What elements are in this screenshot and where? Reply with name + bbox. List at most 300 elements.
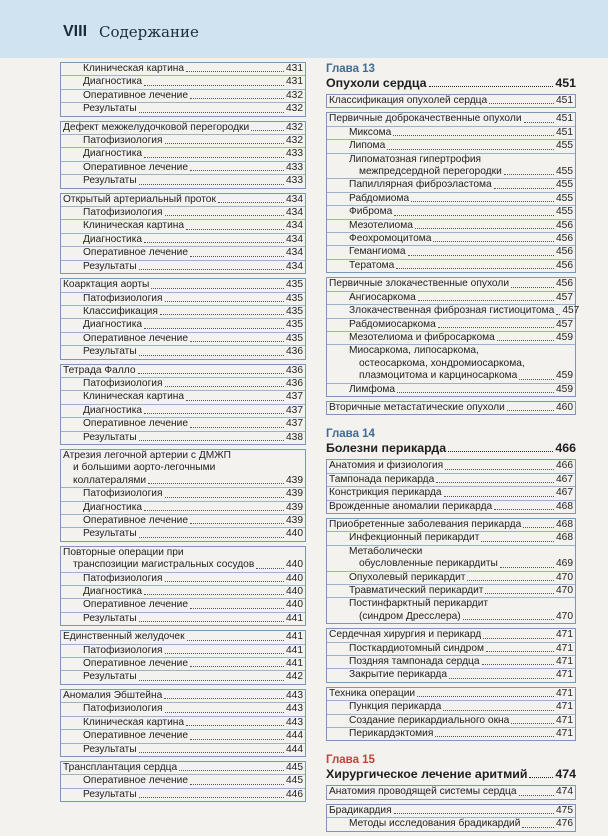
toc-entry-text: Результаты [83, 346, 137, 358]
toc-entry[interactable] [327, 384, 575, 396]
toc-entry-text: Результаты [83, 103, 137, 115]
toc-entry-row [337, 193, 575, 205]
toc-entry-text: Патофизиология [83, 135, 163, 147]
page-number: 440 [286, 586, 303, 598]
toc-group [326, 277, 580, 397]
page-number: 444 [286, 730, 303, 742]
toc-entry-row [71, 488, 305, 500]
toc-entry[interactable] [327, 598, 575, 623]
page-number: 433 [286, 161, 303, 173]
toc-entry[interactable] [327, 818, 575, 830]
page-number: 443 [286, 689, 303, 701]
toc-entry-text: Техника операции [329, 687, 416, 699]
toc-entry[interactable] [61, 744, 305, 756]
toc-entry[interactable] [327, 546, 575, 572]
toc-entry-text: Открытый артериальный проток [63, 193, 216, 205]
dot-leader [486, 651, 554, 652]
toc-entry[interactable] [61, 76, 305, 89]
toc-entry-text: Папиллярная фиброэластома [349, 179, 492, 191]
toc-entry[interactable] [61, 488, 305, 501]
toc-entry[interactable] [61, 194, 305, 207]
toc-entry-row [337, 140, 575, 152]
dot-leader [138, 373, 285, 374]
toc-entry[interactable] [327, 319, 575, 332]
dot-leader [504, 174, 554, 175]
page-number: 436 [286, 346, 303, 358]
toc-entry-row [327, 519, 575, 531]
toc-entry[interactable] [61, 775, 305, 788]
page-number: 470 [556, 571, 573, 583]
toc-entry-text: Анатомия и физиология [329, 460, 444, 472]
toc-entry-row [71, 293, 305, 305]
page-number: 471 [556, 656, 573, 668]
toc-entry[interactable] [61, 432, 305, 444]
page-number: 432 [286, 121, 303, 133]
toc-entry-text: Клиническая картина [83, 220, 185, 232]
toc-entry[interactable] [61, 207, 305, 220]
toc-entry-row [71, 148, 305, 160]
toc-entry[interactable] [61, 599, 305, 612]
toc-entry-row [71, 247, 305, 259]
toc-entry-multiline [337, 546, 575, 571]
toc-entry-text: Результаты [83, 528, 137, 540]
toc-group [60, 121, 306, 189]
dot-leader [144, 328, 284, 329]
toc-entry[interactable] [61, 279, 305, 292]
toc-entry[interactable] [327, 278, 575, 291]
page-number: 445 [286, 775, 303, 787]
page-number: 470 [556, 585, 573, 596]
toc-group [326, 401, 576, 415]
page-number: 474 [556, 786, 573, 798]
toc-entry-line [349, 166, 573, 178]
dot-leader [190, 608, 284, 609]
toc-entry[interactable] [327, 585, 575, 598]
toc-entry[interactable] [327, 532, 575, 545]
toc-entry-row [71, 703, 305, 715]
toc-entry[interactable] [61, 730, 305, 743]
page-number: 471 [556, 714, 573, 726]
chapter-page-number: 474 [555, 767, 576, 782]
toc-entry-row [61, 690, 305, 702]
toc-entry-row [71, 717, 305, 729]
toc-entry-row [71, 418, 305, 430]
toc-entry[interactable] [61, 515, 305, 528]
page-number: 442 [286, 671, 303, 683]
page-number: 441 [286, 612, 303, 624]
chapter-title[interactable] [326, 767, 576, 782]
chapter-title[interactable] [326, 76, 576, 91]
toc-entry-row [71, 502, 305, 514]
toc-entry[interactable] [327, 474, 575, 487]
toc-entry-row [71, 586, 305, 598]
toc-entry-text: Клиническая картина [83, 63, 185, 74]
toc-entry[interactable] [327, 786, 575, 798]
page-number: 445 [286, 761, 303, 773]
toc-entry[interactable] [61, 547, 305, 573]
dot-leader [139, 797, 284, 798]
toc-entry-row [337, 332, 575, 344]
toc-entry-text: Оперативное лечение [83, 247, 188, 259]
toc-entry[interactable] [61, 391, 305, 404]
toc-entry[interactable] [61, 247, 305, 260]
toc-entry[interactable] [61, 135, 305, 148]
page-number: 457 [556, 291, 573, 303]
toc-entry[interactable] [327, 179, 575, 192]
page-number: 456 [556, 219, 573, 231]
toc-entry-row [327, 688, 575, 700]
page-number: 437 [286, 391, 303, 403]
dot-leader [500, 567, 554, 568]
toc-entry-text: межпредсердной перегородки [359, 166, 502, 178]
toc-entry[interactable] [61, 103, 305, 115]
toc-entry[interactable] [61, 502, 305, 515]
page-header [0, 0, 608, 58]
toc-entry-text: обусловленные перикардиты [359, 558, 498, 570]
toc-entry[interactable] [327, 233, 575, 246]
toc-entry-text: коллатералями [73, 474, 147, 486]
toc-entry-multiline [61, 450, 305, 487]
page-number: 440 [286, 572, 303, 584]
toc-entry-row [71, 658, 305, 670]
toc-entry[interactable] [61, 378, 305, 391]
toc-entry-row [71, 775, 305, 787]
toc-entry[interactable] [61, 365, 305, 378]
toc-entry[interactable] [327, 669, 575, 681]
toc-entry[interactable] [61, 586, 305, 599]
dot-leader [190, 256, 284, 257]
dot-leader [139, 269, 284, 270]
toc-entry-text: Перикардэктомия [349, 728, 434, 740]
chapter-heading [326, 62, 576, 91]
toc-entry-text: Патофизиология [83, 377, 163, 389]
toc-entry[interactable] [327, 460, 575, 473]
dot-leader [144, 157, 284, 158]
dot-leader [190, 666, 284, 667]
toc-entry-row [71, 391, 305, 403]
dot-leader [190, 98, 284, 99]
page-number: 456 [556, 259, 573, 271]
dot-leader [444, 496, 554, 497]
page-number: 469 [556, 558, 573, 570]
page-number: 459 [556, 383, 573, 395]
dot-leader [449, 678, 554, 679]
page-number: 431 [286, 63, 303, 74]
toc-entry[interactable] [327, 246, 575, 259]
toc-entry-text: Рабдомиома [349, 192, 410, 204]
page-number: 438 [286, 431, 303, 443]
toc-entry-row [71, 333, 305, 345]
toc-entry-row [327, 487, 575, 499]
toc-entry-text: Брадикардия [329, 804, 392, 816]
dot-leader [511, 723, 554, 724]
toc-entry[interactable] [61, 148, 305, 161]
toc-entry[interactable] [327, 519, 575, 532]
dot-leader [190, 523, 284, 524]
page-number: 471 [556, 728, 573, 740]
dot-leader [144, 594, 284, 595]
toc-entry[interactable] [327, 629, 575, 642]
page-number: 437 [286, 404, 303, 416]
toc-entry[interactable] [61, 90, 305, 103]
toc-entry-text: Сердечная хирургия и перикард [329, 629, 482, 641]
toc-entry-row [337, 585, 575, 597]
toc-entry-text: Результаты [83, 260, 137, 272]
toc-entry[interactable] [61, 631, 305, 644]
toc-group [326, 112, 576, 273]
dot-leader [507, 410, 554, 411]
toc-entry-text: Диагностика [83, 319, 143, 331]
toc-entry-row [327, 629, 575, 641]
toc-entry-row [327, 278, 575, 290]
toc-entry[interactable] [61, 645, 305, 658]
dot-leader [165, 301, 284, 302]
toc-entry-text: Приобретенные заболевания перикарда [329, 518, 522, 530]
page-number-roman: VIII [63, 23, 88, 40]
chapter-spacer [326, 419, 576, 427]
toc-entry-row [71, 207, 305, 219]
toc-entry-text: Ангиосаркома [349, 291, 416, 303]
page-number: 456 [556, 278, 573, 290]
toc-entry-text: Диагностика [83, 404, 143, 416]
toc-entry-text: Диагностика [83, 76, 143, 88]
toc-entry[interactable] [61, 418, 305, 431]
chapter-title[interactable] [326, 441, 576, 456]
page-number: 455 [556, 140, 573, 152]
dot-leader [511, 287, 554, 288]
toc-entry-text: Мезотелиома и фибросаркома [349, 331, 495, 343]
toc-group [326, 687, 576, 742]
page-number: 435 [286, 332, 303, 344]
toc-entry[interactable] [61, 613, 305, 625]
toc-entry-row [337, 701, 575, 713]
dot-leader [394, 215, 554, 216]
dot-leader [397, 392, 554, 393]
toc-entry-row [61, 122, 305, 134]
toc-group [60, 278, 306, 359]
page-number: 436 [286, 364, 303, 376]
page-number: 475 [556, 804, 573, 816]
toc-entry[interactable] [327, 805, 575, 818]
toc-entry-text: Тетрада Фалло [63, 364, 136, 376]
toc-entry-row [71, 432, 305, 444]
toc-entry-line [63, 475, 303, 487]
toc-entry-text: Результаты [83, 743, 137, 755]
dot-leader [556, 314, 560, 315]
toc-entry-text: Диагностика [83, 233, 143, 245]
toc-entry-text: Гемангиома [349, 246, 406, 258]
dot-leader [190, 341, 284, 342]
page-number: 436 [286, 377, 303, 389]
toc-entry-row [71, 76, 305, 88]
toc-entry[interactable] [327, 715, 575, 728]
toc-entry-row [71, 90, 305, 102]
dot-leader [186, 229, 284, 230]
toc-entry[interactable] [327, 688, 575, 701]
toc-entry[interactable] [61, 333, 305, 346]
dot-leader [429, 86, 554, 87]
toc-entry[interactable] [61, 319, 305, 332]
dot-leader [494, 509, 554, 510]
toc-entry-row [61, 762, 305, 774]
toc-entry[interactable] [327, 140, 575, 153]
toc-entry[interactable] [327, 572, 575, 585]
toc-entry[interactable] [61, 690, 305, 703]
dot-leader [522, 827, 554, 828]
toc-entry-row [71, 319, 305, 331]
page-number: 455 [556, 206, 573, 218]
toc-group [326, 459, 576, 514]
toc-entry[interactable] [61, 671, 305, 683]
toc-entry-text: Липома [349, 140, 386, 152]
toc-entry[interactable] [327, 728, 575, 740]
toc-entry[interactable] [61, 346, 305, 358]
toc-entry-text: Посткардиотомный синдром [349, 642, 484, 654]
toc-entry[interactable] [61, 528, 305, 540]
dot-leader [165, 712, 284, 713]
toc-entry-text: Инфекционный перикардит [349, 532, 480, 544]
toc-entry-text: Тератома [349, 259, 395, 271]
toc-entry[interactable] [327, 332, 575, 345]
toc-entry-row [71, 261, 305, 273]
section-title: Содержание [99, 23, 199, 41]
toc-entry-text: Феохромоцитома [349, 233, 432, 245]
toc-entry[interactable] [327, 95, 575, 107]
toc-entry[interactable] [327, 154, 575, 180]
toc-entry[interactable] [61, 717, 305, 730]
dot-leader [251, 130, 284, 131]
dot-leader [411, 201, 554, 202]
toc-entry-line: и большими аорто-легочными [73, 462, 216, 474]
dot-leader [165, 581, 284, 582]
page-number: 467 [556, 487, 573, 499]
toc-entry[interactable] [61, 220, 305, 233]
page-number: 433 [286, 148, 303, 160]
toc-group [60, 62, 306, 117]
dot-leader [418, 300, 554, 301]
dot-leader [438, 327, 554, 328]
toc-entry[interactable] [327, 260, 575, 272]
toc-entry[interactable] [327, 220, 575, 233]
dot-leader [218, 202, 284, 203]
toc-entry-row [71, 306, 305, 318]
toc-entry-row [71, 175, 305, 187]
page-number: 467 [556, 473, 573, 485]
toc-entry-line: Метаболически [349, 545, 423, 557]
toc-entry[interactable] [327, 305, 580, 318]
toc-entry[interactable] [61, 261, 305, 273]
toc-entry[interactable] [61, 175, 305, 187]
toc-entry[interactable] [61, 789, 305, 801]
dot-leader [523, 527, 554, 528]
toc-entry-text: Констрикция перикарда [329, 487, 442, 499]
toc-entry-text: Результаты [83, 431, 137, 443]
toc-right-column [326, 62, 580, 836]
toc-entry[interactable] [61, 234, 305, 247]
toc-entry-row [71, 730, 305, 742]
dot-leader [443, 710, 554, 711]
page-number: 455 [556, 179, 573, 191]
toc-entry[interactable] [327, 113, 575, 126]
dot-leader [482, 664, 554, 665]
toc-entry-text: Первичные доброкачественные опухоли [329, 113, 522, 125]
page-number: 439 [286, 474, 303, 486]
toc-entry-text: Травматический перикардит [349, 585, 484, 596]
toc-entry-text: Диагностика [83, 501, 143, 513]
dot-leader [144, 413, 284, 414]
toc-group [326, 518, 576, 624]
toc-entry[interactable] [327, 193, 575, 206]
toc-entry-text: Оперативное лечение [83, 775, 188, 787]
toc-entry-text: Рабдомиосаркома [349, 318, 436, 330]
toc-entry[interactable] [327, 656, 575, 669]
toc-entry-row [71, 63, 305, 75]
toc-entry-text: Опухолевый перикардит [349, 571, 466, 583]
toc-entry-text: Поздняя тампонада сердца [349, 656, 480, 668]
chapter-spacer [326, 745, 576, 753]
toc-entry[interactable] [61, 762, 305, 775]
toc-entry[interactable] [327, 345, 575, 383]
dot-leader [494, 188, 554, 189]
dot-leader [139, 184, 284, 185]
toc-entry-row [327, 460, 575, 472]
toc-entry-text: Результаты [83, 788, 137, 800]
toc-entry[interactable] [61, 306, 305, 319]
page-number: 440 [286, 559, 303, 571]
toc-entry[interactable] [327, 292, 575, 305]
toc-entry-row [327, 474, 575, 486]
dot-leader [393, 135, 554, 136]
toc-entry[interactable] [327, 402, 575, 414]
toc-entry-text: Аномалия Эбштейна [63, 689, 163, 701]
toc-entry-text: транспозиции магистральных сосудов [73, 559, 255, 571]
toc-entry[interactable] [327, 643, 575, 656]
toc-entry-row [71, 103, 305, 115]
page-number: 435 [286, 279, 303, 291]
toc-entry[interactable] [327, 206, 575, 219]
toc-entry-row [337, 818, 575, 830]
toc-entry-text: Результаты [83, 671, 137, 683]
toc-entry-line [349, 558, 573, 570]
page-number: 432 [286, 103, 303, 115]
toc-entry[interactable] [61, 63, 305, 76]
dot-leader [415, 228, 554, 229]
toc-entry-text: Результаты [83, 175, 137, 187]
dot-leader [139, 440, 284, 441]
toc-entry[interactable] [61, 293, 305, 306]
toc-entry-text: Методы исследования брадикардий [349, 818, 521, 830]
toc-entry[interactable] [61, 405, 305, 418]
toc-entry-line: Миосаркома, липосаркома, [349, 345, 479, 357]
toc-entry[interactable] [61, 658, 305, 671]
toc-entry[interactable] [327, 127, 575, 140]
toc-entry-text: Клиническая картина [83, 391, 185, 403]
page-number: 441 [286, 631, 303, 643]
toc-entry[interactable] [327, 487, 575, 500]
toc-entry[interactable] [327, 501, 575, 513]
toc-entry[interactable] [61, 573, 305, 586]
dot-leader [186, 725, 284, 726]
toc-entry[interactable] [61, 703, 305, 716]
toc-entry-row [61, 631, 305, 643]
toc-entry[interactable] [327, 701, 575, 714]
toc-entry[interactable] [61, 122, 305, 135]
toc-entry[interactable] [61, 450, 305, 488]
dot-leader [144, 85, 284, 86]
toc-entry-text: Диагностика [83, 586, 143, 598]
toc-entry-row [337, 656, 575, 668]
toc-entry[interactable] [61, 162, 305, 175]
